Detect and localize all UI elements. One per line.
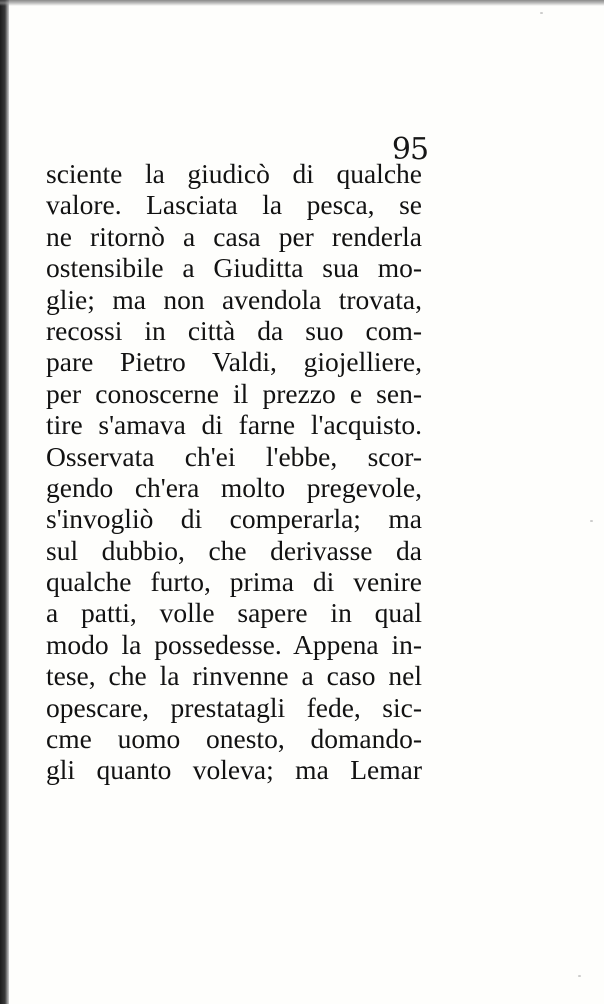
text-line-11: gendo ch'era molto pregevole,	[46, 471, 422, 503]
text-line-14: qualche furto, prima di venire	[46, 566, 422, 598]
text-line-4: ostensibile a Giuditta sua mo-	[46, 252, 422, 284]
text-line-1: sciente la giudicò di qualche	[46, 158, 422, 189]
text-line-7: pare Pietro Valdi, giojelliere,	[46, 346, 422, 378]
binding-edge	[0, 0, 9, 1004]
body-text	[46, 158, 422, 786]
text-line-18: opescare, prestatagli fede, sic-	[46, 691, 422, 723]
text-line-2: valore. Lasciata la pesca, se	[46, 189, 422, 221]
text-line-15: a patti, volle sapere in qual	[46, 597, 422, 629]
paper-speck	[578, 975, 581, 977]
text-line-16: modo la possedesse. Appena in-	[46, 628, 422, 660]
page-number: 95	[391, 132, 429, 167]
text-line-6: recossi in città da suo com-	[46, 314, 422, 346]
text-line-8: per conoscerne il prezzo e sen-	[46, 377, 422, 409]
text-line-19: cme uomo onesto, domando-	[46, 723, 422, 755]
text-line-5: glie; ma non avendola trovata,	[46, 283, 422, 315]
text-line-13: sul dubbio, che derivasse da	[46, 534, 422, 566]
text-line-10: Osservata ch'ei l'ebbe, scor-	[46, 440, 422, 472]
paper-speck	[540, 12, 543, 14]
text-line-20: gli quanto voleva; ma Lemar	[46, 754, 422, 786]
text-line-3: ne ritornò a casa per renderla	[46, 220, 422, 252]
text-line-9: tire s'amava di farne l'acquisto.	[46, 409, 422, 441]
text-line-12: s'invogliò di comperarla; ma	[46, 503, 422, 535]
paper-speck	[590, 520, 593, 522]
page-top-edge	[0, 0, 604, 6]
text-line-17: tese, che la rinvenne a caso nel	[46, 660, 422, 692]
